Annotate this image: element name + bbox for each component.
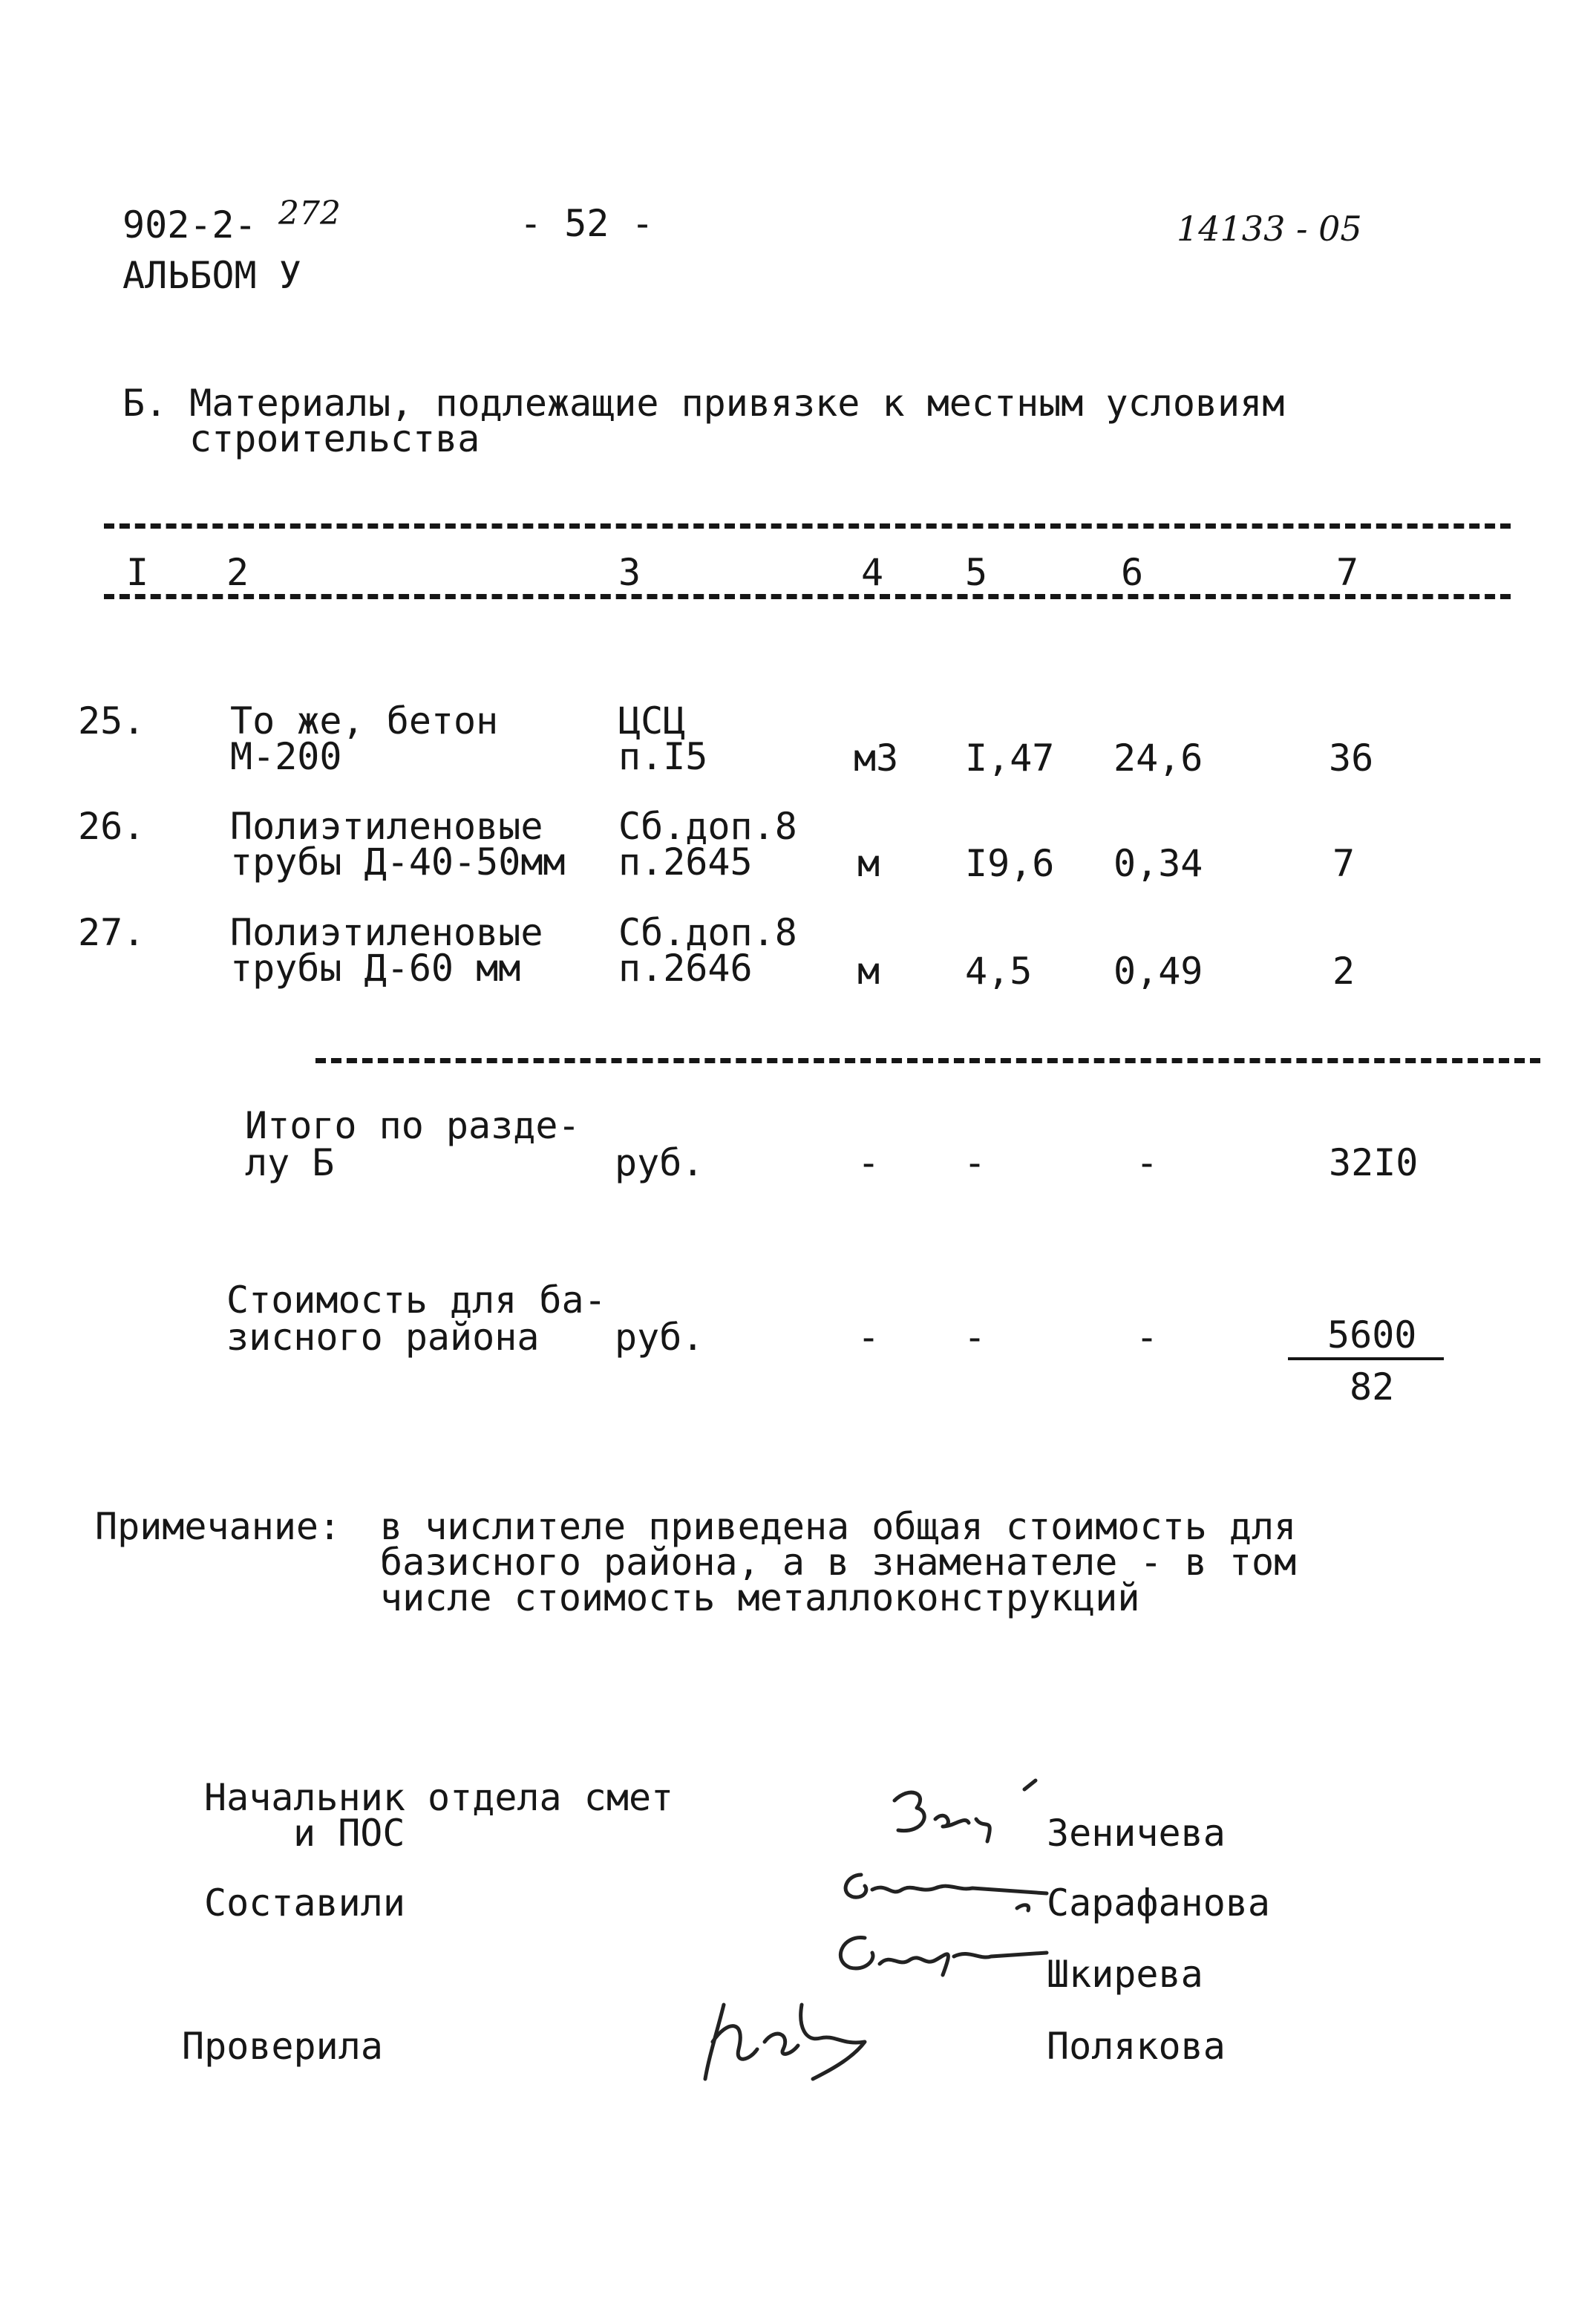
row-26-ref-line2: п.2645 (618, 840, 753, 884)
base-cost-unit: руб. (615, 1316, 704, 1359)
compiled-name-1: Сарафанова (1047, 1881, 1271, 1925)
note-label: Примечание: (95, 1505, 341, 1548)
row-25-total: 36 (1329, 737, 1374, 780)
row-27-price: 0,49 (1113, 950, 1203, 993)
column-number-1: I (126, 551, 149, 594)
subtotal-label-line2: лу Б (245, 1141, 335, 1184)
head-title-line1: Начальник отдела смет (204, 1776, 674, 1819)
subtotal-total: 32I0 (1329, 1141, 1419, 1184)
row-27-name-line1: Полиэтиленовые (230, 911, 543, 954)
doc-code: 902-2- (122, 203, 257, 247)
row-27-total: 2 (1332, 950, 1355, 993)
table-bottom-rule (315, 1058, 1540, 1063)
row-25-name-line2: М-200 (230, 735, 342, 778)
checked-label: Проверила (182, 2025, 383, 2068)
column-number-4: 4 (861, 551, 884, 594)
signature-compiled-1 (831, 1853, 1054, 1919)
column-number-6: 6 (1121, 551, 1144, 594)
doc-code-handwritten: 272 (278, 195, 341, 232)
row-25-number: 25. (78, 699, 145, 742)
row-26-ref-line1: Сб.доп.8 (618, 805, 797, 848)
base-cost-label-line1: Стоимость для ба- (226, 1279, 606, 1322)
base-cost-col6: - (1136, 1316, 1159, 1359)
fraction-bar (1288, 1357, 1444, 1360)
row-26-total: 7 (1332, 842, 1355, 885)
row-27-unit: м (857, 950, 880, 993)
row-25-ref-line1: ЦСЦ (618, 699, 686, 742)
column-number-5: 5 (965, 551, 988, 594)
row-25-unit: м3 (854, 737, 899, 780)
checked-name: Полякова (1047, 2025, 1226, 2068)
subtotal-label-line1: Итого по разде- (245, 1104, 580, 1147)
row-26-price: 0,34 (1113, 842, 1203, 885)
row-25-ref-line2: п.I5 (618, 735, 708, 778)
section-title-line1: Б. Материалы, подлежащие привязке к местным условиям (122, 382, 1285, 425)
row-27-ref-line2: п.2646 (618, 947, 753, 990)
page-number: - 52 - (520, 202, 654, 245)
signature-head (883, 1775, 1054, 1856)
column-number-2: 2 (226, 551, 249, 594)
compiled-label: Составили (204, 1881, 405, 1925)
subtotal-col6: - (1136, 1141, 1159, 1184)
row-25-price: 24,6 (1113, 737, 1203, 780)
row-26-number: 26. (78, 805, 145, 848)
album-label: АЛЬБОМ У (122, 254, 301, 297)
column-number-7: 7 (1336, 551, 1359, 594)
ref-handwritten: 14133 - 05 (1177, 209, 1362, 249)
subtotal-col5: - (964, 1141, 987, 1184)
row-25-qty: I,47 (965, 737, 1055, 780)
row-27-qty: 4,5 (965, 950, 1033, 993)
row-26-qty: I9,6 (965, 842, 1055, 885)
row-26-unit: м (857, 842, 880, 885)
table-top-rule (104, 523, 1511, 529)
table-header-rule (104, 594, 1511, 599)
row-27-ref-line1: Сб.доп.8 (618, 911, 797, 954)
note-line1: в числителе приведена общая стоимость для (380, 1505, 1297, 1548)
row-27-name-line2: трубы Д-60 мм (230, 947, 521, 990)
note-line3: числе стоимость металлоконструкций (380, 1576, 1140, 1619)
base-cost-col5: - (964, 1316, 987, 1359)
row-26-name-line1: Полиэтиленовые (230, 805, 543, 848)
note-line2: базисного района, а в знаменателе - в том (380, 1541, 1297, 1584)
row-27-number: 27. (78, 911, 145, 954)
row-26-name-line2: трубы Д-40-50мм (230, 840, 566, 884)
row-25-name-line1: То же, бетон (230, 699, 499, 742)
column-number-3: 3 (618, 551, 641, 594)
subtotal-unit: руб. (615, 1141, 704, 1184)
base-cost-denominator: 82 (1350, 1365, 1395, 1408)
section-title-line2: строительства (189, 417, 480, 460)
subtotal-col4: - (857, 1141, 880, 1184)
head-name: Зеничева (1047, 1812, 1226, 1855)
base-cost-label-line2: зисного района (226, 1316, 540, 1359)
base-cost-numerator: 5600 (1327, 1313, 1417, 1357)
signature-checked (694, 1975, 909, 2094)
compiled-name-2: Шкирева (1047, 1953, 1203, 1996)
head-title-line2: и ПОС (293, 1812, 405, 1855)
base-cost-col4: - (857, 1316, 880, 1359)
